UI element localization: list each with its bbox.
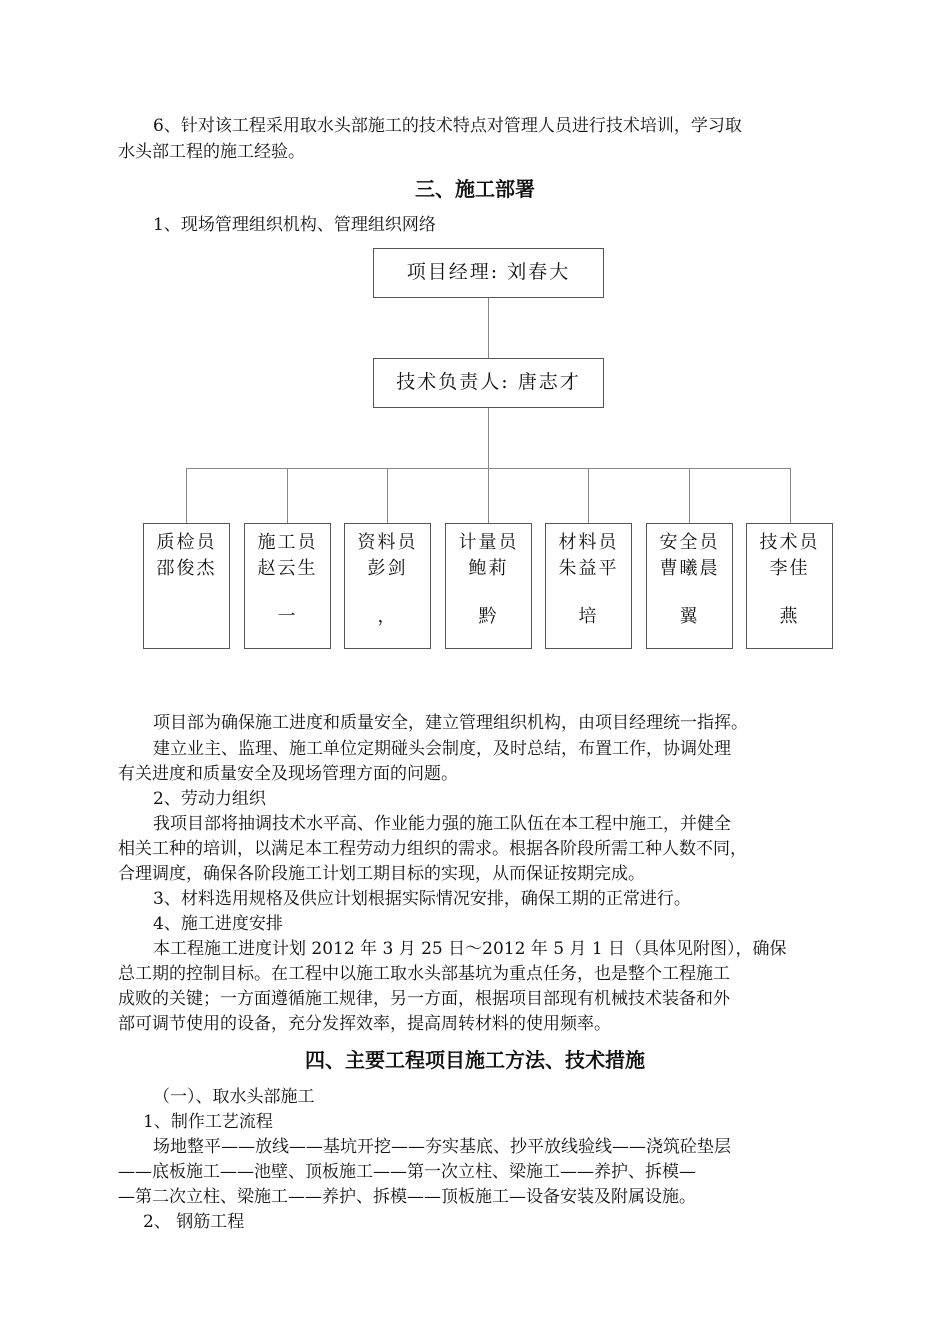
- intro-line-1: 6、针对该工程采用取水头部施工的技术特点对管理人员进行技术培训，学习取: [153, 116, 742, 136]
- body-line: 建立业主、监理、施工单位定期碰头会制度，及时总结，布置工作，协调处理: [153, 739, 731, 759]
- body-line: 我项目部将抽调技术水平高、作业能力强的施工队伍在本工程中施工，并健全: [153, 814, 731, 834]
- body-line: 2、劳动力组织: [153, 789, 266, 809]
- section-4-title: 四、主要工程项目施工方法、技术措施: [305, 1048, 645, 1072]
- staff-extra: 一: [277, 606, 298, 627]
- body-line: 相关工种的培训，以满足本工程劳动力组织的需求。根据各阶段所需工种人数不同，: [118, 839, 747, 859]
- body-line: 本工程施工进度计划 2012 年 3 月 25 日～2012 年 5 月 1 日（具体见附图），确保: [153, 939, 787, 959]
- connector-drop: [488, 468, 489, 523]
- body-line: 总工期的控制目标。在工程中以施工取水头部基坑为重点任务，也是整个工程施工: [118, 964, 730, 984]
- body-line: 部可调节使用的设备，充分发挥效率，提高周转材料的使用频率。: [118, 1014, 611, 1034]
- staff-extra: 黔: [478, 606, 499, 627]
- staff-extra: 翼: [679, 606, 700, 627]
- staff-box-documents: [344, 523, 431, 649]
- section-4-line: 场地整平——放线——基坑开挖——夯实基底、抄平放线验线——浇筑砼垫层: [153, 1137, 731, 1157]
- body-line: 有关进度和质量安全及现场管理方面的问题。: [118, 764, 458, 784]
- staff-extra: ，: [377, 606, 398, 627]
- staff-box-technician: [746, 523, 833, 649]
- staff-name: 彭剑: [367, 558, 408, 579]
- tech-lead-box: 技术负责人: 唐志才: [373, 358, 604, 408]
- connector-drop: [387, 468, 388, 523]
- body-line: 3、材料选用规格及供应计划根据实际情况安排，确保工期的正常进行。: [153, 889, 691, 909]
- section-4-line: 2、 钢筋工程: [143, 1212, 245, 1232]
- staff-extra: [144, 604, 229, 630]
- manager-box: 项目经理: 刘春大: [373, 248, 604, 298]
- staff-name: 李佳: [769, 558, 810, 579]
- connector-manager-tech: [488, 298, 489, 358]
- staff-box-metering: [445, 523, 532, 649]
- section-4-line: 1、制作工艺流程: [143, 1112, 273, 1132]
- connector-drop: [186, 468, 187, 523]
- staff-name: 邵俊杰: [156, 558, 217, 579]
- section-4-line: （一）、取水头部施工: [153, 1087, 315, 1107]
- staff-extra: 培: [578, 606, 599, 627]
- staff-name: 朱益平: [558, 558, 619, 579]
- body-line: 合理调度，确保各阶段施工计划工期目标的实现，从而保证按期完成。: [118, 864, 645, 884]
- section-3-item-1: 1、现场管理组织机构、管理组织网络: [153, 215, 436, 235]
- staff-box-safety: [646, 523, 733, 649]
- connector-drop: [689, 468, 690, 523]
- staff-role: 资料员: [357, 532, 418, 553]
- intro-line-2: 水头部工程的施工经验。: [118, 142, 305, 162]
- section-3-title: 三、施工部署: [415, 177, 535, 201]
- staff-role: 质检员: [156, 532, 217, 553]
- staff-role: 计量员: [458, 532, 519, 553]
- staff-role: 安全员: [659, 532, 720, 553]
- body-line: 项目部为确保施工进度和质量安全，建立管理组织机构，由项目经理统一指挥。: [153, 713, 748, 733]
- connector-tech-bus: [488, 408, 489, 468]
- body-line: 4、施工进度安排: [153, 914, 283, 934]
- section-4-line: —第二次立柱、梁施工——养护、拆模——顶板施工—设备安装及附属设施。: [118, 1187, 696, 1207]
- staff-role: 施工员: [257, 532, 318, 553]
- body-line: 成败的关键；一方面遵循施工规律，另一方面，根据项目部现有机械技术装备和外: [118, 989, 730, 1009]
- connector-drop: [588, 468, 589, 523]
- staff-box-quality: [143, 523, 230, 649]
- staff-role: 技术员: [759, 532, 820, 553]
- connector-drop: [287, 468, 288, 523]
- staff-box-materials: [545, 523, 632, 649]
- staff-role: 材料员: [558, 532, 619, 553]
- staff-box-construction: [244, 523, 331, 649]
- connector-drop: [790, 468, 791, 523]
- staff-name: 曹曦晨: [659, 558, 720, 579]
- staff-name: 鲍莉: [468, 558, 509, 579]
- staff-extra: 燕: [779, 606, 800, 627]
- section-4-line: ——底板施工——池壁、顶板施工——第一次立柱、梁施工——养护、拆模—: [118, 1162, 696, 1182]
- staff-name: 赵云生: [257, 558, 318, 579]
